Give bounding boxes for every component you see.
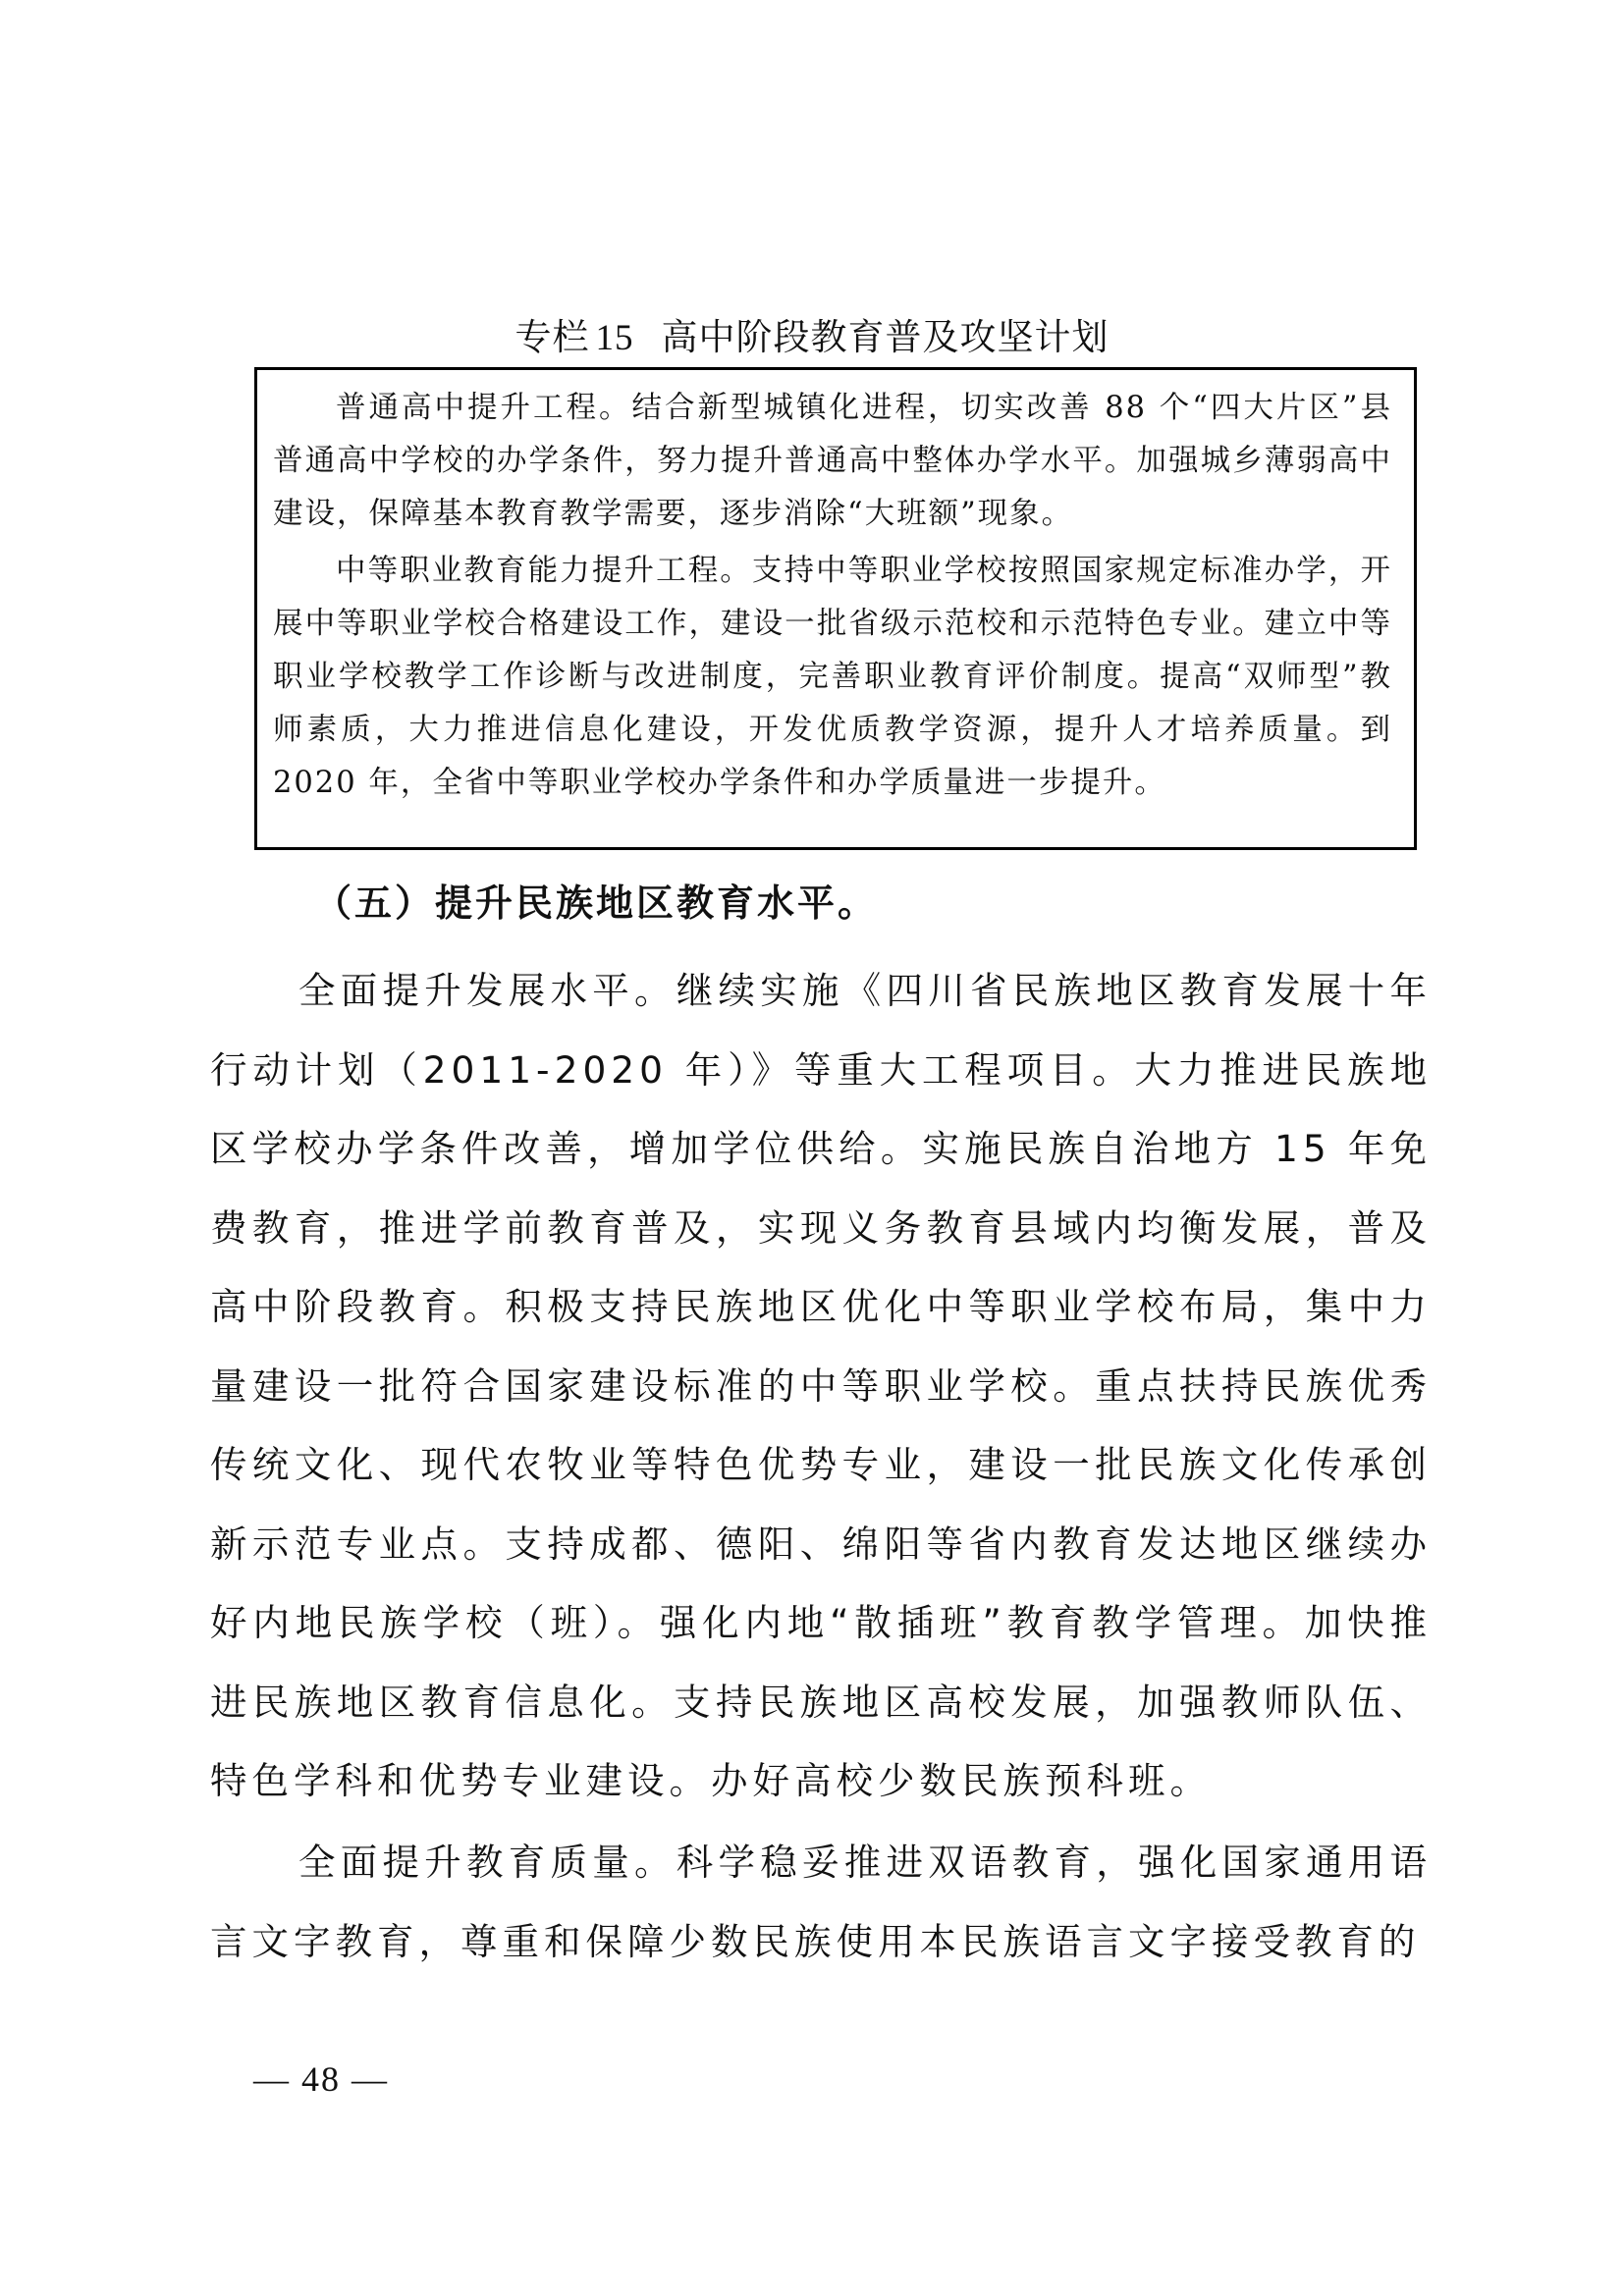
box-title <box>0 316 1624 360</box>
page-number: — 48 — <box>253 2059 389 2099</box>
body-paragraph: 全面提升发展水平。继续实施《四川省民族地区教育发展十年行动计划（2011-2020 年）》等重大工程项目。大力推进民族地区学校办学条件改善，增加学位供给。实施民族自治地方 15 年免费教育，推进学前教育普及，实现义务教育县域内均衡发展，普及高中阶段教育。积极支持民族地区优化中等职业学校布局，集中力量建设一批符合国家建设标准的中等职业学校。重点扶持民族优秀传统文化、现代农牧业等特色优势专业，建设一批民族文化传承创新示范专业点。支持成都、德阳、绵阳等省内教育发达地区继续办好内地民族学校（班）。强化内地“散插班”教育教学管理。加快推进民族地区教育信息化。支持民族地区高校发展，加强教师队伍、特色学科和优势专业建设。办好高校少数民族预科班。 <box>210 969 1432 1802</box>
box-title-text: 高中阶段教育普及攻坚计划 <box>661 316 1110 358</box>
box-paragraph: 中等职业教育能力提升工程。支持中等职业学校按照国家规定标准办学，开展中等职业学校合格建设工作，建设一批省级示范校和示范特色专业。建立中等职业学校教学工作诊断与改进制度，完善职业教育评价制度。提高“双师型”教师素质，大力推进信息化建设，开发优质教学资源，提升人才培养质量。到 2020 年，全省中等职业学校办学条件和办学质量进一步提升。 <box>273 554 1392 800</box>
feature-box <box>254 367 1417 850</box>
box-title-prefix: 专栏 <box>514 316 590 358</box>
body-paragraph: 全面提升教育质量。科学稳妥推进双语教育，强化国家通用语言文字教育，尊重和保障少数民族使用本民族语言文字接受教育的 <box>210 1841 1432 1963</box>
box-paragraph: 普通高中提升工程。结合新型城镇化进程，切实改善 88 个“四大片区”县普通高中学校的办学条件，努力提升普通高中整体办学水平。加强城乡薄弱高中建设，保障基本教育教学需要，逐步消除“大班额”现象。 <box>273 391 1392 531</box>
section-heading: （五）提升民族地区教育水平。 <box>314 881 879 925</box>
box-title-number: 15 <box>595 318 634 358</box>
